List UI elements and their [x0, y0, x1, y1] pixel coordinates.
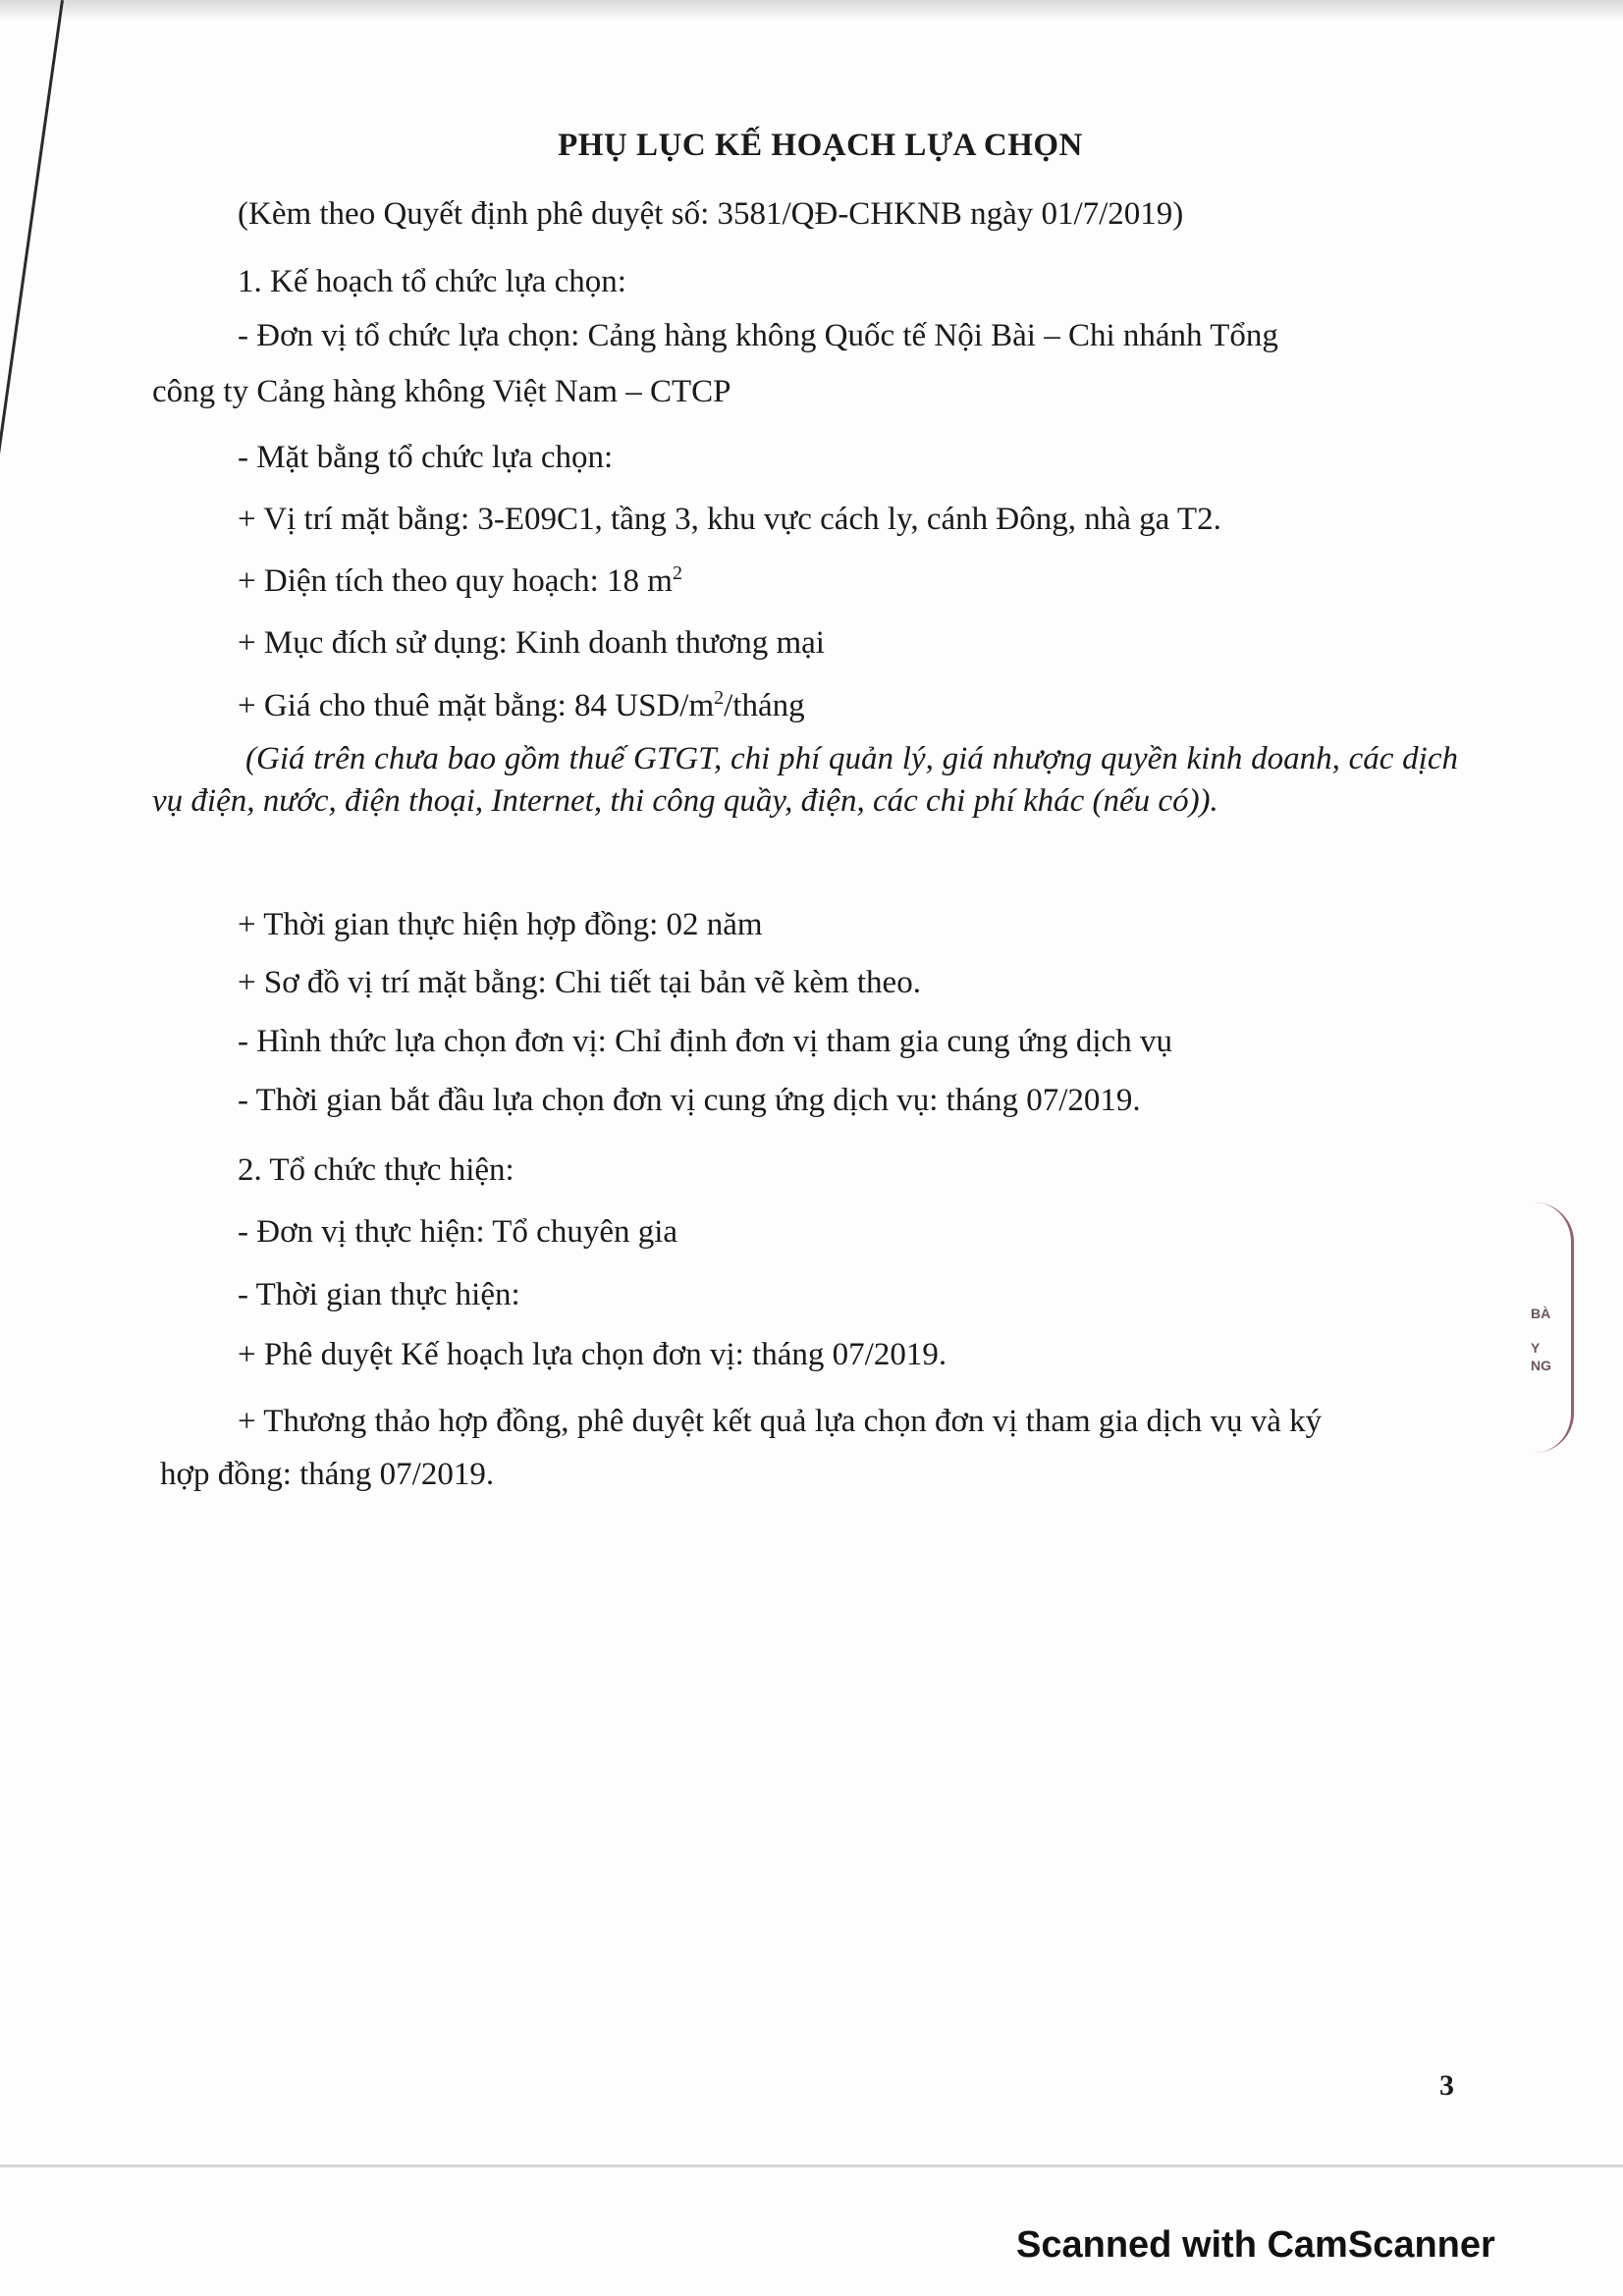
scan-top-shadow	[0, 0, 1623, 22]
section1-heading: 1. Kế hoạch tổ chức lựa chọn:	[238, 264, 626, 299]
stamp-fragment: BÀ Y NG	[1527, 1202, 1574, 1453]
location-line: + Vị trí mặt bằng: 3-E09C1, tầng 3, khu vực cách ly, cánh Đông, nhà ga T2.	[238, 502, 1221, 537]
price-text: + Giá cho thuê mặt bằng: 84 USD/m	[238, 688, 715, 723]
contract-duration: + Thời gian thực hiện hợp đồng: 02 năm	[238, 907, 763, 942]
camscanner-watermark: Scanned with CamScanner	[1016, 2224, 1495, 2266]
area-superscript: 2	[672, 562, 682, 584]
organizer-line1: - Đơn vị tổ chức lựa chọn: Cảng hàng không Quốc tế Nội Bài – Chi nhánh Tổng	[238, 318, 1278, 353]
purpose-line: + Mục đích sử dụng: Kinh doanh thương mại	[238, 625, 825, 661]
page-number: 3	[1439, 2069, 1454, 2102]
selection-start: - Thời gian bắt đầu lựa chọn đơn vị cung ứng dịch vụ: tháng 07/2019.	[238, 1083, 1141, 1118]
price-unit: /tháng	[724, 688, 805, 723]
plan-approval: + Phê duyệt Kế hoạch lựa chọn đơn vị: tháng 07/2019.	[238, 1337, 947, 1372]
selection-form: - Hình thức lựa chọn đơn vị: Chỉ định đơn vị tham gia cung ứng dịch vụ	[238, 1024, 1172, 1059]
page-title: PHỤ LỤC KẾ HOẠCH LỰA CHỌN	[558, 128, 1083, 163]
section2-heading: 2. Tổ chức thực hiện:	[238, 1152, 514, 1188]
area-line	[238, 561, 682, 601]
area-text: + Diện tích theo quy hoạch: 18 m	[238, 563, 673, 599]
premises-heading: - Mặt bằng tổ chức lựa chọn:	[238, 440, 614, 475]
site-plan: + Sơ đồ vị trí mặt bằng: Chi tiết tại bản vẽ kèm theo.	[238, 965, 921, 1000]
page-bottom-edge	[0, 2164, 1623, 2167]
organizer-line2: công ty Cảng hàng không Việt Nam – CTCP	[152, 374, 731, 409]
negotiation-line2: hợp đồng: tháng 07/2019.	[160, 1457, 495, 1492]
price-superscript: 2	[714, 687, 725, 709]
subtitle: (Kèm theo Quyết định phê duyệt số: 3581/QĐ-CHKNB ngày 01/7/2019)	[238, 196, 1184, 232]
execution-time: - Thời gian thực hiện:	[238, 1277, 520, 1312]
price-note: (Giá trên chưa bao gồm thuế GTGT, chi phí quản lý, giá nhượng quyền kinh doanh, các dịch vụ điện, nước, điện thoại, Internet, thi công quầy, điện, các chi phí khác (nếu có)).	[152, 741, 1458, 819]
negotiation-line1: + Thương thảo hợp đồng, phê duyệt kết quả lựa chọn đơn vị tham gia dịch vụ và ký	[238, 1404, 1323, 1439]
executor-line: - Đơn vị thực hiện: Tổ chuyên gia	[238, 1214, 678, 1250]
margin-pen-line	[0, 0, 64, 496]
price-line	[238, 686, 805, 725]
